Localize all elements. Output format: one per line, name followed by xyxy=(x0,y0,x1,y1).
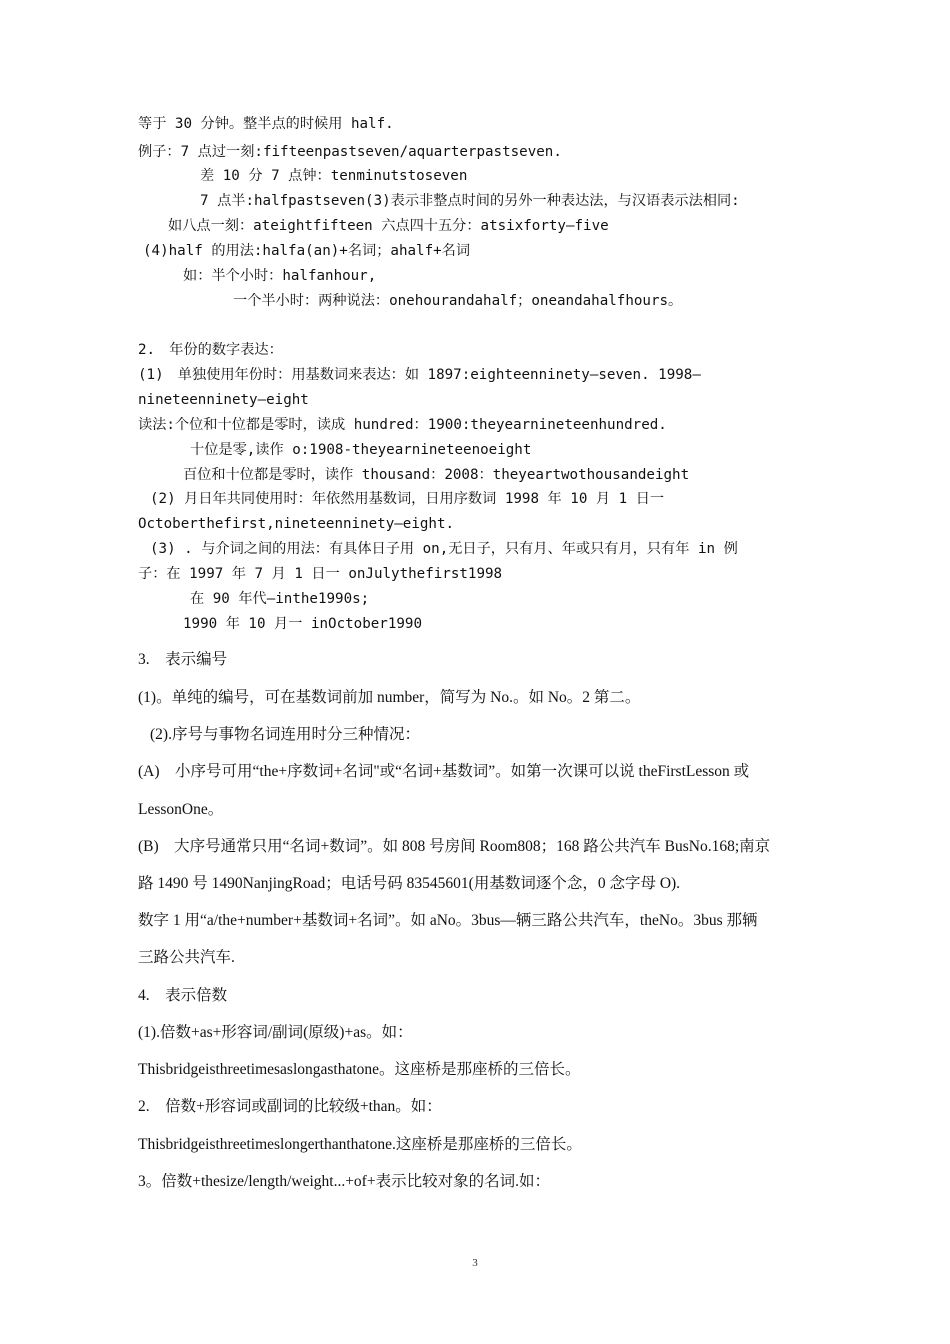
text-line: 例子：7 点过一刻:fifteenpastseven/aquarterpastseven. xyxy=(138,144,562,160)
text-line: 百位和十位都是零时，读作 thousand：2008：theyeartwothousandeight xyxy=(183,467,690,483)
text-line: Thisbridgeisthreetimesaslongasthatone。这座桥是那座桥的三倍长。 xyxy=(138,1061,581,1078)
text-line: 如：半个小时：halfanhour, xyxy=(183,268,377,284)
text-line: 差 10 分 7 点钟：tenminutstoseven xyxy=(200,168,468,184)
section-heading: 2. 年份的数字表达： xyxy=(138,342,283,358)
text-line: (1)。单纯的编号，可在基数词前加 number，简写为 No.。如 No。2 第二。 xyxy=(138,689,641,706)
text-line: LessonOne。 xyxy=(138,801,224,818)
text-line: 等于 30 分钟。整半点的时候用 half. xyxy=(138,116,394,132)
section-heading: 4. 表示倍数 xyxy=(138,987,228,1004)
text-line: (A) 小序号可用“the+序数词+名词"或“名词+基数词”。如第一次课可以说 theFirstLesson 或 xyxy=(138,763,750,780)
text-line: (1).倍数+as+形容词/副词(原级)+as。如： xyxy=(138,1024,413,1041)
text-line: 路 1490 号 1490NanjingRoad；电话号码 83545601(用基数词逐个念，0 念字母 O). xyxy=(138,875,681,892)
text-line: 子：在 1997 年 7 月 1 日一 onJulythefirst1998 xyxy=(138,566,503,582)
text-line: 读法:个位和十位都是零时，读成 hundred：1900:theyearnineteenhundred. xyxy=(138,417,667,433)
text-line: 2. 倍数+形容词或副词的比较级+than。如： xyxy=(138,1098,442,1115)
text-line: 数字 1 用“a/the+number+基数词+名词”。如 aNo。3bus—辆三路公共汽车，theNo。3bus 那辆 xyxy=(138,912,758,929)
text-line: Octoberthefirst,nineteenninety—eight. xyxy=(138,516,455,532)
text-line: 如八点一刻：ateightfifteen 六点四十五分：atsixforty—five xyxy=(168,218,609,234)
text-line: (1) 单独使用年份时：用基数词来表达：如 1897:eighteenninety—seven. 1998— xyxy=(138,367,701,383)
text-line: (B) 大序号通常只用“名词+数词”。如 808 号房间 Room808；168 路公共汽车 BusNo.168;南京 xyxy=(138,838,771,855)
text-line: 7 点半:halfpastseven(3)表示非整点时间的另外一种表达法，与汉语表示法相同: xyxy=(200,193,740,209)
text-line: 1990 年 10 月一 inOctober1990 xyxy=(183,616,423,632)
text-line: (2).序号与事物名词连用时分三种情况： xyxy=(150,726,420,743)
text-line: 在 90 年代—inthe1990s; xyxy=(190,591,370,607)
text-line: (4)half 的用法:halfa(an)+名词；ahalf+名词 xyxy=(143,243,471,259)
text-line: 十位是零,读作 o:1908-theyearnineteenoeight xyxy=(190,442,532,458)
text-line: 3。倍数+thesize/length/weight...+of+表示比较对象的名词.如： xyxy=(138,1173,550,1190)
text-line: 三路公共汽车. xyxy=(138,949,235,966)
text-line: 一个半小时：两种说法：onehourandahalf；oneandahalfhours。 xyxy=(233,293,683,309)
text-line: (2) 月日年共同使用时：年依然用基数词，日用序数词 1998 年 10 月 1 日一 xyxy=(150,491,665,507)
page-number: 3 xyxy=(472,1257,478,1269)
text-line: nineteenninety—eight xyxy=(138,392,309,408)
text-line: Thisbridgeisthreetimeslongerthanthatone.这座桥是那座桥的三倍长。 xyxy=(138,1136,582,1153)
section-heading: 3. 表示编号 xyxy=(138,651,228,668)
text-line: (3) . 与介词之间的用法：有具体日子用 on,无日子，只有月、年或只有月，只有年 in 例 xyxy=(150,541,738,557)
